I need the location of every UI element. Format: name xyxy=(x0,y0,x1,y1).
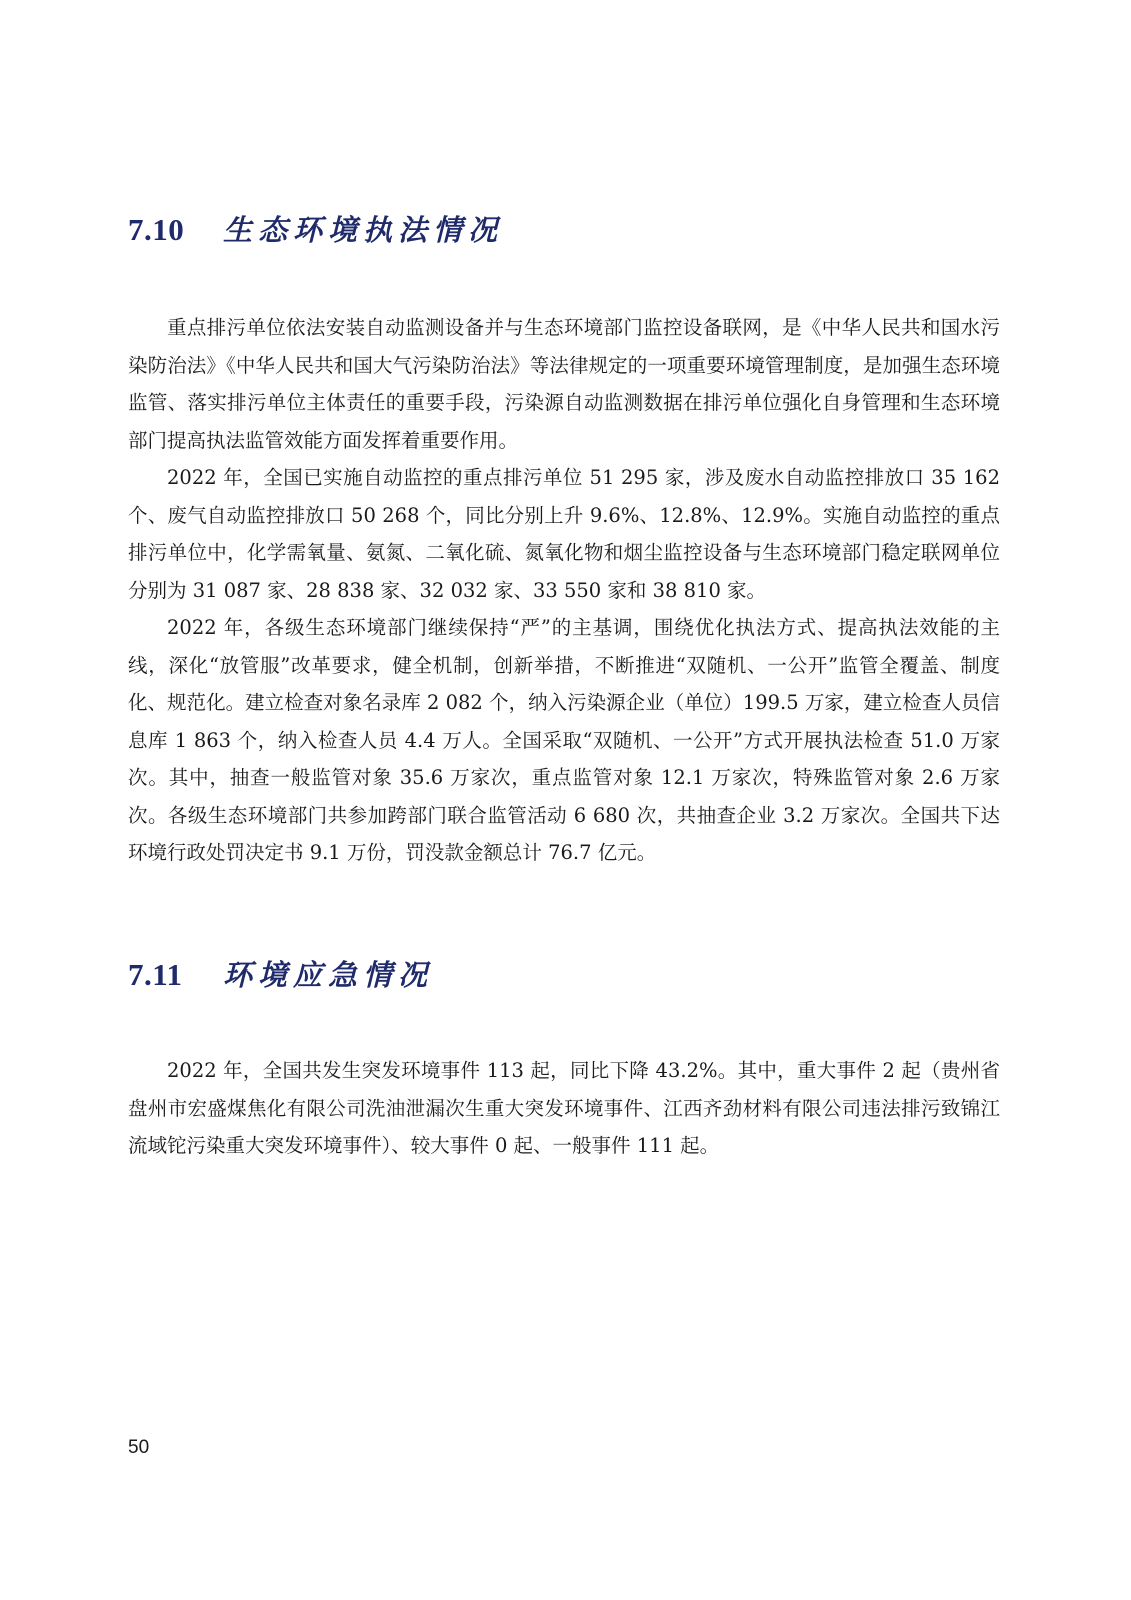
section-number: 7.11 xyxy=(128,957,183,992)
section-title: 生态环境执法情况 xyxy=(223,213,504,247)
section-7-10 xyxy=(128,208,1000,872)
paragraph: 重点排污单位依法安装自动监测设备并与生态环境部门监控设备联网，是《中华人民共和国水污染防治法》《中华人民共和国大气污染防治法》等法律规定的一项重要环境管理制度，是加强生态环境监管、落实排污单位主体责任的重要手段，污染源自动监测数据在排污单位强化自身管理和生态环境部门提高执法监管效能方面发挥着重要作用。 xyxy=(128,316,1000,452)
section-heading xyxy=(128,953,1000,994)
section-7-11 xyxy=(128,953,1000,1165)
section-number: 7.10 xyxy=(128,212,185,247)
page-number: 50 xyxy=(128,1437,150,1458)
paragraph: 2022 年，全国共发生突发环境事件 113 起，同比下降 43.2%。其中，重大事件 2 起（贵州省盘州市宏盛煤焦化有限公司洗油泄漏次生重大突发环境事件、江西齐劲材料有限公司违法排污致锦江流域铊污染重大突发环境事件）、较大事件 0 起、一般事件 111 起。 xyxy=(128,1059,1000,1157)
paragraph: 2022 年，全国已实施自动监控的重点排污单位 51 295 家，涉及废水自动监控排放口 35 162 个、废气自动监控排放口 50 268 个，同比分别上升 9.6%、12.8%、12.9%。实施自动监控的重点排污单位中，化学需氧量、氨氮、二氧化硫、氮氧化物和烟尘监控设备与生态环境部门稳定联网单位分别为 31 087 家、28 838 家、32 032 家、33 550 家和 38 810 家。 xyxy=(128,466,1000,602)
paragraph: 2022 年，各级生态环境部门继续保持“严”的主基调，围绕优化执法方式、提高执法效能的主线，深化“放管服”改革要求，健全机制，创新举措，不断推进“双随机、一公开”监管全覆盖、制度化、规范化。建立检查对象名录库 2 082 个，纳入污染源企业（单位）199.5 万家，建立检查人员信息库 1 863 个，纳入检查人员 4.4 万人。全国采取“双随机、一公开”方式开展执法检查 51.0 万家次。其中，抽查一般监管对象 35.6 万家次，重点监管对象 12.1 万家次，特殊监管对象 2.6 万家次。各级生态环境部门共参加跨部门联合监管活动 6 680 次，共抽查企业 3.2 万家次。全国共下达环境行政处罚决定书 9.1 万份，罚没款金额总计 76.7 亿元。 xyxy=(128,616,1000,864)
section-heading xyxy=(128,208,1000,249)
section-title: 环境应急情况 xyxy=(223,958,434,992)
